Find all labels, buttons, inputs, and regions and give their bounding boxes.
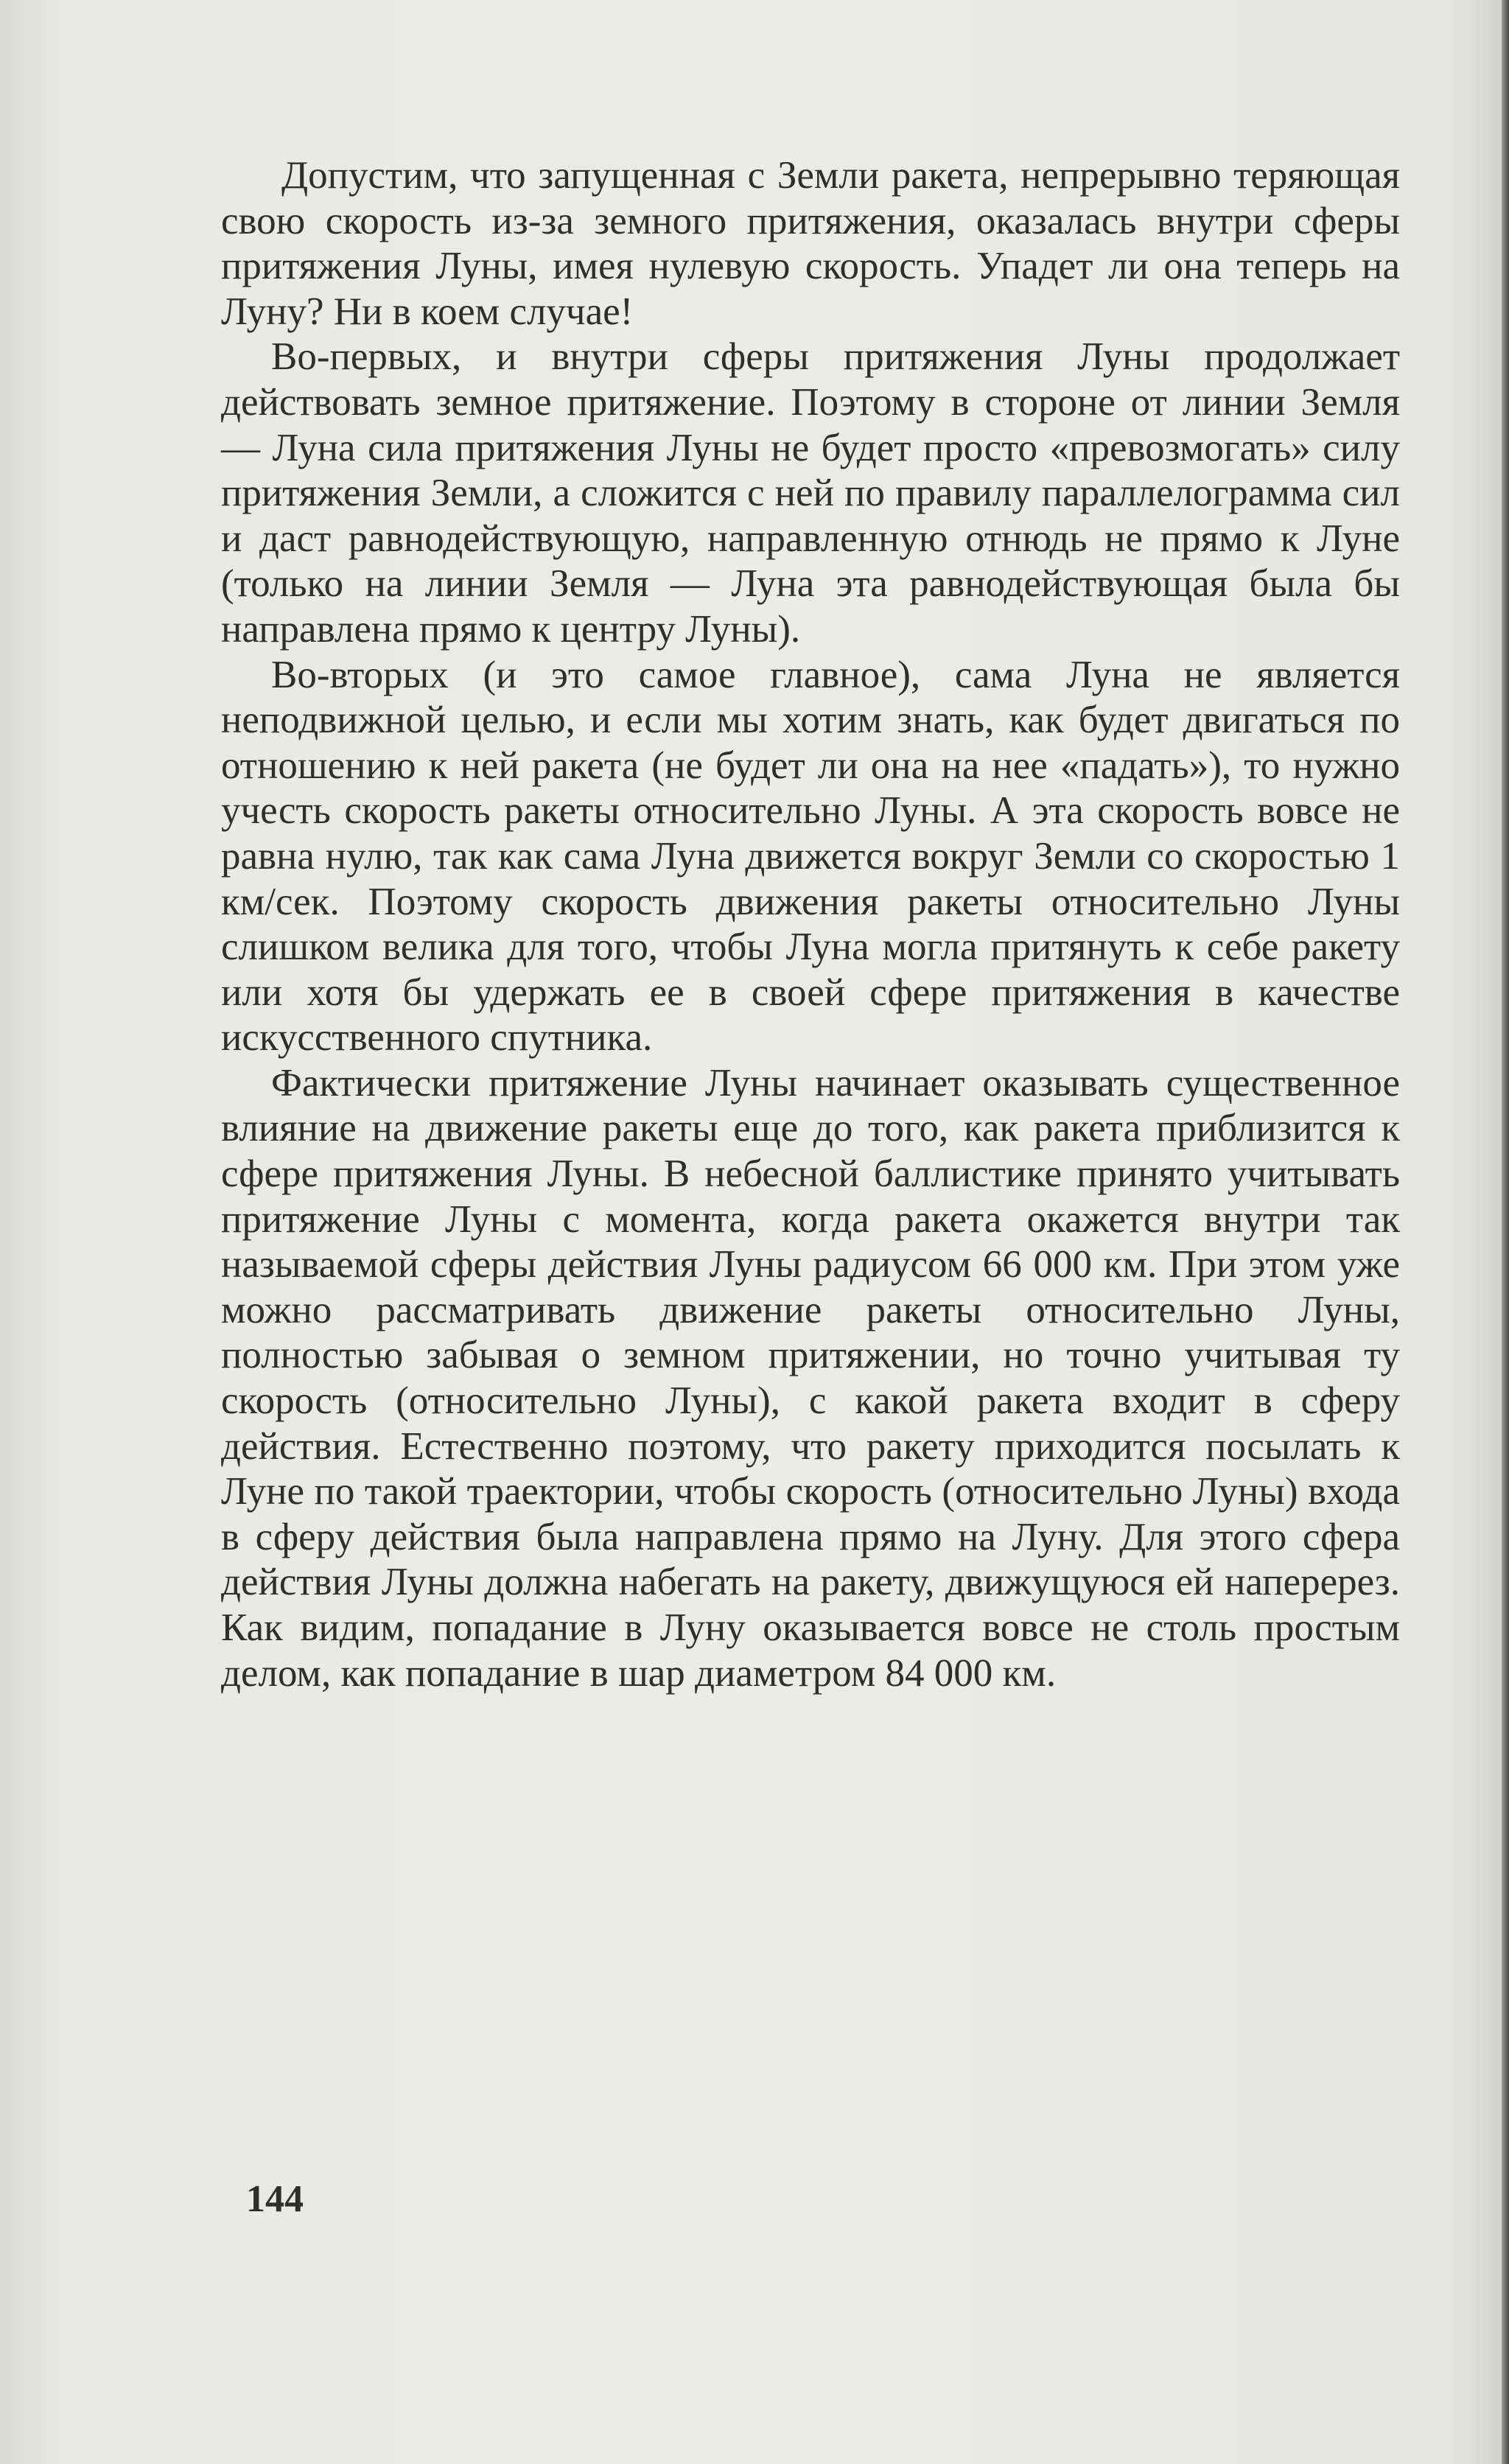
paragraph-3: Во-вторых (и это самое главное), сама Луна не является неподвижной целью, и если мы хотим знать, как будет двигаться по отношению к ней ракета (не будет ли она на нее «падать»), то нужно учесть скорость ракеты относительно Луны. А эта скорость вовсе не равна нулю, так как сама Луна движется вокруг Земли со скоростью 1 км/сек. Поэтому скорость движения ракеты относительно Луны слишком велика для того, чтобы Луна могла притянуть к себе ракету или хотя бы удержать ее в своей сфере притяжения в качестве искусственного спутника. (221, 653, 1400, 1060)
paragraph-1: Допустим, что запущенная с Земли ракета, непрерывно теряющая свою скорость из-за земного притяжения, оказалась внутри сферы притяжения Луны, имея нулевую скорость. Упадет ли она теперь на Луну? Ни в коем случае! (221, 154, 1400, 333)
paragraph-2: Во-первых, и внутри сферы притяжения Луны продолжает действовать земное притяжение. Поэтому в стороне от линии Земля — Луна сила притяжения Луны не будет просто «превозмогать» силу притяжения Земли, а сложится с ней по правилу параллелограмма сил и даст равнодействующую, направленную отнюдь не прямо к Луне (только на линии Земля — Луна эта равнодействующая была бы направлена прямо к центру Луны). (221, 335, 1400, 651)
body-text (221, 153, 1400, 1696)
page-number: 144 (246, 2178, 304, 2220)
page-edge-shadow (1502, 0, 1509, 2464)
paragraph-4: Фактически притяжение Луны начинает оказывать существенное влияние на движение ракеты еще до того, как ракета приблизится к сфере притяжения Луны. В небесной баллистике принято учитывать притяжение Луны с момента, когда ракета окажется внутри так называемой сферы действия Луны радиусом 66 000 км. При этом уже можно рассматривать движение ракеты относительно Луны, полностью забывая о земном притяжении, но точно учитывая ту скорость (относительно Луны), с какой ракета входит в сферу действия. Естественно поэтому, что ракету приходится посылать к Луне по такой траектории, чтобы скорость (относительно Луны) входа в сферу действия была направлена прямо на Луну. Для этого сфера действия Луны должна набегать на ракету, движущуюся ей наперерез. Как видим, попадание в Луну оказывается вовсе не столь простым делом, как попадание в шар диаметром 84 000 км. (221, 1061, 1400, 1695)
